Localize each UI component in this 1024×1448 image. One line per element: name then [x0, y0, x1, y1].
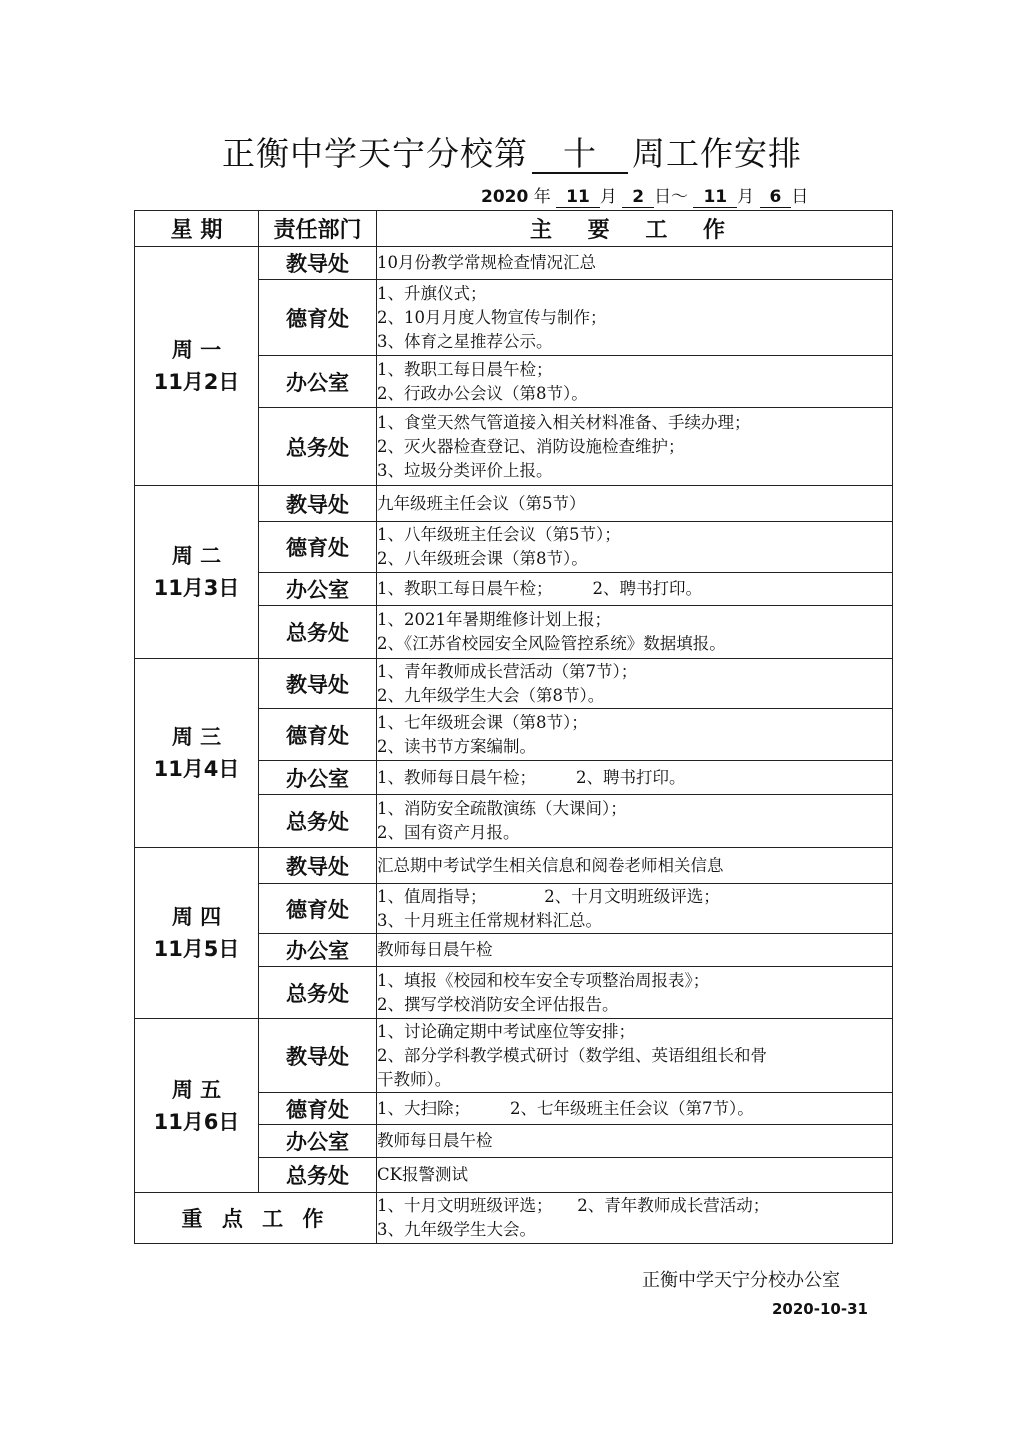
work-item: 2、聘书打印。 [576, 767, 686, 787]
weekday-date: 11月3日 [153, 576, 240, 600]
weekday-label: 周 二 [171, 544, 222, 568]
work-item: 1、八年级班主任会议（第5节）； [377, 525, 621, 544]
department-cell: 办公室 [259, 934, 377, 967]
work-item: 3、垃圾分类评价上报。 [377, 460, 553, 480]
date-year: 2020 [481, 187, 529, 207]
work-item: CK报警测试 [377, 1165, 468, 1184]
weekday-label: 周 三 [171, 725, 222, 749]
work-item: 1、讨论确定期中考试座位等安排； [377, 1021, 635, 1041]
date-start-day: 2 [622, 187, 654, 208]
work-cell [377, 659, 893, 709]
weekday-cell [135, 848, 259, 1019]
table-header-row [135, 211, 893, 247]
date-end-day: 6 [760, 187, 792, 208]
department-cell: 德育处 [259, 522, 377, 573]
work-item: 1、教职工每日晨午检； [377, 359, 553, 379]
title-suffix: 周工作安排 [632, 134, 802, 173]
work-cell [377, 280, 893, 356]
footer-date: 2020-10-31 [772, 1300, 868, 1318]
page-title [0, 128, 1024, 175]
date-end-month: 11 [693, 187, 737, 208]
weekday-label: 周 四 [171, 905, 222, 929]
department-cell: 办公室 [259, 573, 377, 606]
work-item: 1、教师每日晨午检； [377, 767, 536, 787]
work-item: 2、灭火器检查登记、消防设施检查维护； [377, 436, 685, 456]
department-cell: 总务处 [259, 408, 377, 486]
department-cell: 办公室 [259, 356, 377, 408]
work-item: 汇总期中考试学生相关信息和阅卷老师相关信息 [377, 855, 724, 875]
department-cell: 德育处 [259, 709, 377, 761]
week-number: 十 [532, 136, 628, 174]
work-item: 干教师）。 [377, 1069, 452, 1089]
weekday-label: 周 一 [171, 338, 222, 362]
work-item: 2、10月月度人物宣传与制作； [377, 307, 607, 327]
weekday-date: 11月4日 [153, 757, 240, 781]
department-cell: 教导处 [259, 1019, 377, 1093]
work-cell [377, 1093, 893, 1125]
department-cell: 总务处 [259, 967, 377, 1019]
work-item: 2、读书节方案编制。 [377, 736, 536, 756]
work-item: 2、部分学科教学模式研讨（数学组、英语组组长和骨 [377, 1045, 767, 1065]
title-prefix: 正衡中学天宁分校第 [222, 134, 528, 173]
work-cell [377, 486, 893, 522]
work-item: 2、聘书打印。 [592, 579, 702, 598]
work-cell [377, 522, 893, 573]
department-cell: 教导处 [259, 848, 377, 884]
date-month-char: 月 [599, 187, 617, 207]
weekday-date: 11月5日 [153, 937, 240, 961]
work-item: 1、消防安全疏散演练（大课间）； [377, 799, 627, 818]
weekday-cell [135, 247, 259, 486]
work-cell [377, 408, 893, 486]
work-cell [377, 606, 893, 659]
work-cell [377, 573, 893, 606]
work-item: 2、撰写学校消防安全评估报告。 [377, 994, 619, 1014]
department-cell: 德育处 [259, 1093, 377, 1125]
table-row [135, 247, 893, 280]
weekday-date: 11月6日 [153, 1109, 240, 1134]
table-row [135, 486, 893, 522]
header-main-work: 主 要 工 作 [377, 211, 893, 247]
date-month-char-2: 月 [737, 187, 755, 207]
schedule-table [134, 210, 893, 1244]
department-cell: 德育处 [259, 280, 377, 356]
department-cell: 教导处 [259, 659, 377, 709]
work-item: 3、体育之星推荐公示。 [377, 331, 553, 351]
work-cell [377, 1158, 893, 1193]
work-item: 10月份教学常规检查情况汇总 [377, 253, 596, 272]
department-cell: 总务处 [259, 795, 377, 848]
work-cell [377, 884, 893, 934]
work-item: 教师每日晨午检 [377, 1131, 493, 1150]
work-item: 2、九年级学生大会（第8节）。 [377, 685, 605, 705]
key-work-item: 3、九年级学生大会。 [377, 1220, 536, 1239]
work-item: 2、国有资产月报。 [377, 823, 520, 842]
work-item: 2、行政办公会议（第8节）。 [377, 383, 588, 403]
weekday-cell [135, 659, 259, 848]
work-item: 九年级班主任会议（第5节） [377, 493, 586, 513]
department-cell: 德育处 [259, 884, 377, 934]
header-department: 责任部门 [259, 211, 377, 247]
department-cell: 办公室 [259, 761, 377, 795]
key-work-label: 重 点 工 作 [135, 1193, 377, 1244]
key-work-item: 1、十月文明班级评选； 2、青年教师成长营活动； [377, 1196, 770, 1215]
date-start-month: 11 [556, 187, 600, 208]
work-cell [377, 1125, 893, 1158]
weekday-date: 11月2日 [153, 370, 240, 394]
department-cell: 教导处 [259, 486, 377, 522]
work-item: 1、食堂天然气管道接入相关材料准备、手续办理； [377, 412, 751, 432]
footer-office: 正衡中学天宁分校办公室 [642, 1270, 840, 1291]
work-item: 3、十月班主任常规材料汇总。 [377, 910, 602, 930]
key-work-row [135, 1193, 893, 1244]
work-item: 2、八年级班会课（第8节）。 [377, 549, 588, 568]
work-item: 1、值周指导； 2、十月文明班级评选； [377, 886, 720, 906]
date-day-char: 日～ [654, 187, 689, 207]
table-row [135, 848, 893, 884]
date-range [481, 182, 808, 208]
date-year-char: 年 [533, 187, 551, 207]
work-cell [377, 1019, 893, 1093]
work-cell [377, 761, 893, 795]
table-row [135, 659, 893, 709]
weekday-label: 周 五 [171, 1077, 222, 1102]
weekday-cell [135, 486, 259, 659]
work-item: 教师每日晨午检 [377, 940, 493, 959]
work-item: 2、七年级班主任会议（第7节）。 [510, 1098, 754, 1118]
work-item: 1、七年级班会课（第8节）； [377, 712, 588, 732]
date-end-day-char: 日 [791, 187, 809, 207]
work-cell [377, 934, 893, 967]
work-cell [377, 247, 893, 280]
work-cell [377, 967, 893, 1019]
work-item: 1、大扫除； [377, 1098, 470, 1118]
work-cell [377, 356, 893, 408]
weekday-cell [135, 1019, 259, 1193]
table-row [135, 1019, 893, 1093]
work-item: 1、2021年暑期维修计划上报； [377, 610, 611, 629]
header-weekday: 星 期 [135, 211, 259, 247]
work-item: 1、教职工每日晨午检； [377, 579, 553, 598]
work-cell [377, 848, 893, 884]
department-cell: 办公室 [259, 1125, 377, 1158]
department-cell: 总务处 [259, 606, 377, 659]
work-cell [377, 709, 893, 761]
work-item: 1、青年教师成长营活动（第7节）； [377, 661, 638, 681]
work-item: 2、《江苏省校园安全风险管控系统》数据填报。 [377, 634, 726, 653]
key-work-cell [377, 1193, 893, 1244]
work-item: 1、填报《校园和校车安全专项整治周报表》； [377, 970, 710, 990]
work-cell [377, 795, 893, 848]
department-cell: 教导处 [259, 247, 377, 280]
work-item: 1、升旗仪式； [377, 283, 487, 303]
department-cell: 总务处 [259, 1158, 377, 1193]
